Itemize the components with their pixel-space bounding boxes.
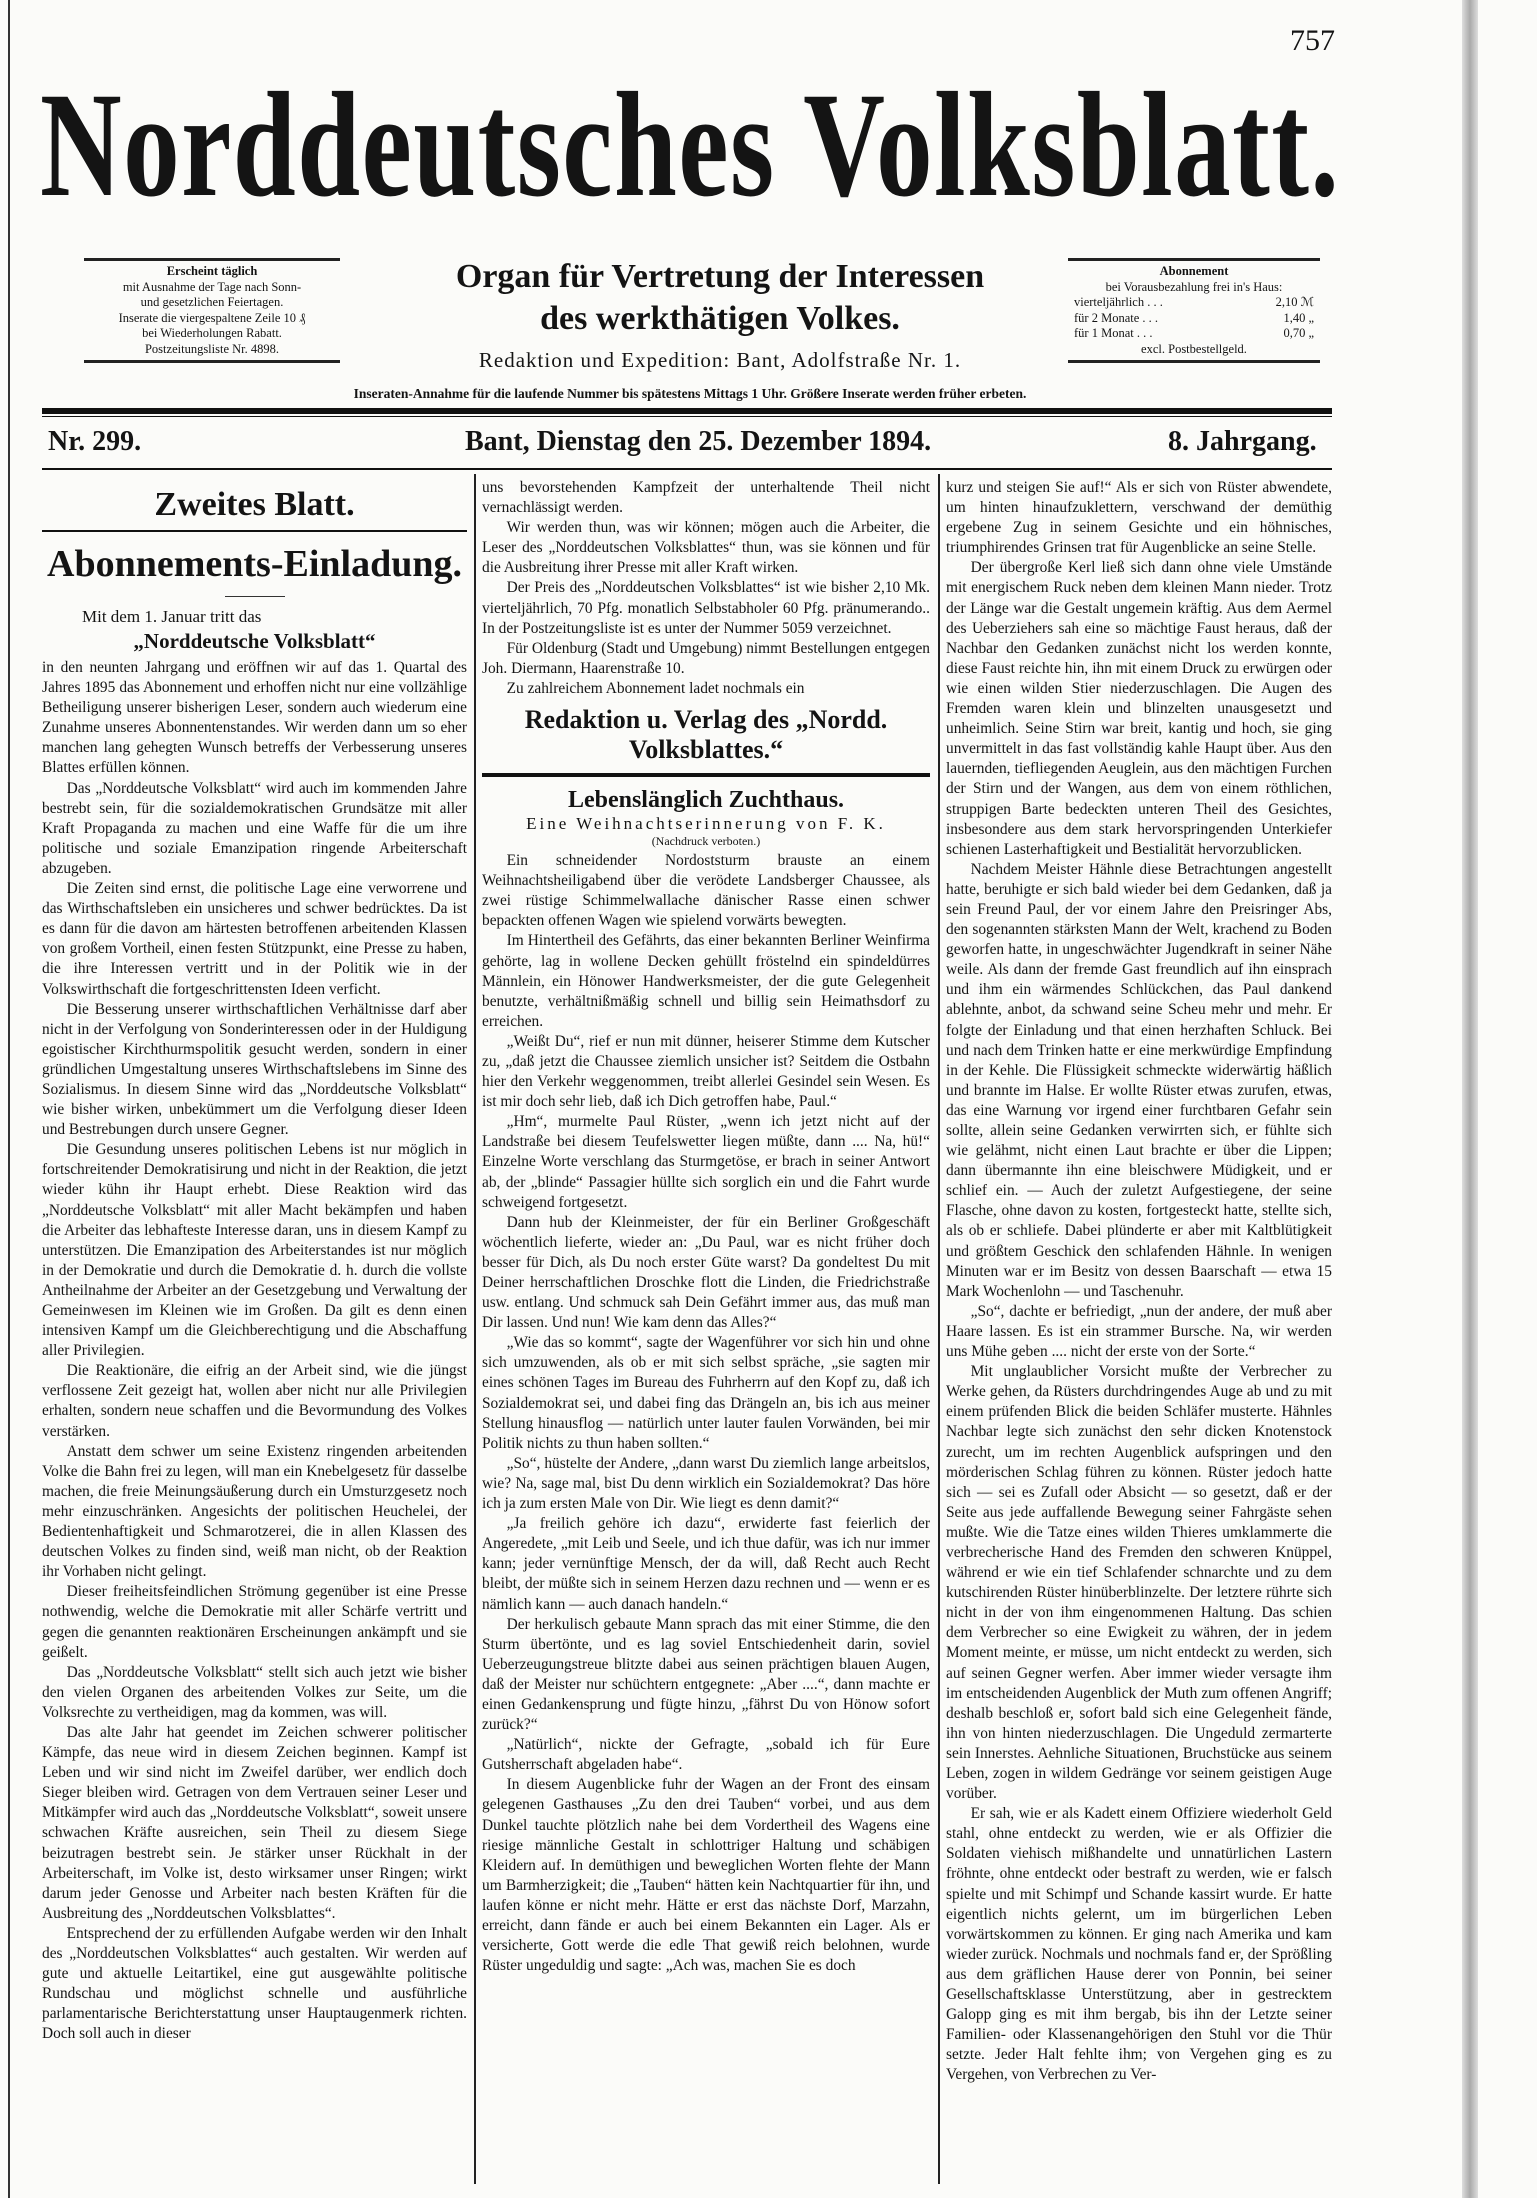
paragraph: Dann hub der Kleinmeister, der für ein Berliner Großgeschäft wöchentlich lieferte, wieder an: „Du Paul, war es nicht früher doch besser für Dich, als Du noch erster Güte warst? Da gondeltest Du mit Deiner herrschaftlichen Droschke flott die Linden, die Friedrichstraße usw. entlang. Und schmuck sah Dein Gefährt immer aus, das muß man Dir lassen. Und nun! Wie kam denn das Alles?“	[482, 1213, 930, 1332]
subscription-subtitle: bei Vorausbezahlung frei in's Haus:	[1105, 279, 1283, 294]
publication-info-box	[84, 258, 340, 363]
price-label: vierteljährlich . . .	[1074, 295, 1163, 309]
column-divider	[938, 474, 940, 2184]
story-note: (Nachdruck verboten.)	[651, 834, 761, 849]
dateline-rule	[42, 468, 1332, 470]
column-2	[482, 478, 930, 2131]
header-rule-thin	[42, 416, 1332, 417]
paper-name: „Norddeutsche Volksblatt“	[133, 629, 376, 653]
paragraph: Mit unglaublicher Vorsicht mußte der Verbrecher zu Werke gehen, da Rüsters durchdringendes Auge ab und zu mit einem prüfenden Blick die beiden Schläfer musterte. Hähnles Nachbar legte sich zunächst den sehr dicken Knotenstock zurecht, um im rechten Augenblick aufspringen und den mörderischen Schlag führen zu können. Rüster jedoch hatte sich — sei es Zufall oder Absicht — so gesetzt, daß er der Seite aus jede auffallende Bewegung seiner Fahrgäste sehen mußte. Wie die Tatze eines wilden Thieres umklammerte die verbrecherische Hand des Fremden den schweren Knüppel, während er wie ein tief Schlafender schnarchte und zu dem kutschirenden Rüster hinüberblinzelte. Der letztere rührte sich nicht in der von ihm eingenommenen Haltung. Das schien dem Verbrecher so eine Ewigkeit zu währen, der in jedem Moment meinte, er müsse, um nicht entdeckt zu werden, sich auf seinen Gegner werfen. Aber immer wieder versagte ihm im entscheidenden Augenblick der Muth zum offenen Angriff; deshalb beschloß er, sofort bald sich eine Gelegenheit fände, ihn von hinten niederzuschlagen. Die Ungeduld zermarterte sein Innerstes. Aehnliche Situationen, Bruchstücke aus seinem Leben, zogen in wildem Gedränge vor seinem geistigen Auge vorüber.	[946, 1363, 1332, 1803]
paragraph: Im Hintertheil des Gefährts, das einer bekannten Berliner Weinfirma gehörte, lag in wollene Decken gehüllt fröstelnd ein spindeldürres Männlein, ein Hönower Handwerksmeister, der die gute Gelegenheit benutzte, verhältnißmäßig schnell und billig sein Heimathsdorf zu erreichen.	[482, 932, 930, 1030]
paragraph: Anstatt dem schwer um seine Existenz ringenden arbeitenden Volke die Bahn frei zu legen, will man ein Knebelgesetz für dasselbe machen, die freie Meinungsäußerung durch ein Umsturzgesetz noch mehr einzuschränken. Angesichts der politischen Heuchelei, der Bedientenhaftigkeit und Schmarotzerei, die in allen Klassen des deutschen Volkes zu finden sind, weiß man nicht, ob der Reaktion ihr Vorhaben nicht gelingt.	[42, 1442, 467, 1581]
price-value: 0,70 „	[1283, 326, 1314, 340]
paragraph: „Natürlich“, nickte der Gefragte, „sobald ich für Eure Gutsherrschaft abgeladen habe“.	[482, 1736, 930, 1774]
subscription-box	[1068, 258, 1320, 363]
price-value: 2,10 ℳ	[1275, 295, 1314, 309]
price-row	[1068, 326, 1320, 342]
inserate-notice: Inseraten-Annahme für die laufende Nummer bis spätestens Mittags 1 Uhr. Größere Inserate werden früher erbeten.	[353, 386, 1027, 401]
info-line: Inserate die viergespaltene Zeile 10 ₰	[118, 310, 306, 325]
invitation-title: Abonnements-Einladung.	[47, 543, 462, 585]
paragraph: Der übergroße Kerl ließ sich dann ohne viele Umstände mit energischem Ruck neben dem kleinen Mann nieder. Trotz der Länge war die Gestalt ungemein kräftig. Aus dem Aermel des Ueberziehers sah eine so mächtige Faust heraus, daß der Nachbar den Gedanken zunächst nicht los werden konnte, diese Faust reichte hin, ihn mit einem Druck zu erwürgen oder wie einen wilden Stier niederzuschlagen. Die Augen des Fremden waren klein und blinzelten unausgesetzt und unheimlich. Seine Stirn war breit, kantig und hoch, sie ging unvermittelt in das fast vollständig kahle Haupt über. Aus den lauernden, tiefliegenden Aeuglein, aus den mächtigen Furchen der Stirn und der Wangen, aus dem von einem röthlichen, struppigen Barte bedeckten unteren Theil des Gesichtes, insbesondere aus dem stark hervorspringenden Unterkiefer schienen Lasterhaftigkeit und Bestialität hervorzublicken.	[946, 559, 1332, 858]
invitation-continuation	[482, 478, 930, 699]
invitation-body	[42, 658, 467, 2158]
subscription-note: excl. Postbestellgeld.	[1141, 341, 1247, 356]
paragraph: Ein schneidender Nordoststurm brauste an einem Weihnachtsheiligabend über die verödete Landsberger Chaussee, als zwei rüstige Schimmelwallache dänischer Rasse einen schwer bepackten offenen Wagen wie spielend vorwärts bewegten.	[482, 852, 930, 930]
page-number: 757	[1290, 24, 1335, 57]
price-value: 1,40 „	[1283, 310, 1314, 325]
story-title: Lebenslänglich Zuchthaus.	[567, 787, 845, 814]
paragraph: Er sah, wie er als Kadett einem Offiziere wiederholt Geld stahl, ohne entdeckt zu werden, wie er als Offizier die Soldaten viehisch mißhandelte und unnatürlichen Lastern fröhnte, ohne entdeckt oder bestraft zu werden, wie er falsch spielte und mit Schimpf und Schande kassirt wurde. Er hatte eigentlich nichts gelernt, um im bürgerlichen Leben vorwärtskommen zu können. Er ging nach Amerika und kam wieder zurück. Nochmals und nochmals fand er, der Sprößling aus dem gräflichen Hause derer von Ponnin, bei seiner Gesellschaftsklasse Unterstützung, aber in gestrecktem Galopp ging es mit ihm bergab, bis ihn der Letzte seiner Familien- oder Klassenangehörigen den Stuhl vor die Thür setzte. Jeder Halt fehlte ihm; von Vergehen ging es zu Vergehen, von Verbrechen zu Ver-	[946, 1805, 1332, 2084]
story-body-col3	[946, 478, 1332, 2178]
paragraph: Der herkulisch gebaute Mann sprach das mit einer Stimme, die den Sturm übertönte, und es lag soviel Entschiedenheit darin, soviel Ueberzeugungstreue blitzte dabei aus seinen prächtigen blauen Augen, daß der Meister nur schüchtern entgegnete: „Aber ....“, dann machte er einen Gedankensprung und fügte hinzu, „fährst Du von Hönow sofort zurück?“	[482, 1615, 930, 1734]
info-line: Postzeitungsliste Nr. 4898.	[144, 341, 280, 356]
paragraph: Das „Norddeutsche Volksblatt“ wird auch im kommenden Jahre bestrebt sein, für die sozialdemokratischen Grundsätze mit aller Kraft Propaganda zu machen und eine Waffe für die um ihre politische und soziale Emanzipation ringende Arbeiterschaft abzugeben.	[42, 779, 467, 877]
masthead: Norddeutsches Volksblatt.	[40, 62, 1341, 228]
story-body-col2	[482, 851, 930, 2131]
paragraph: „Weißt Du“, rief er nun mit dünner, heiserer Stimme dem Kutscher zu, „daß jetzt die Chaussee ziemlich unsicher ist? Seitdem die Ostbahn hier den Verkehr weggenommen, treibt allerlei Gesindel sein Wesen. Es ist mir doch sehr lieb, daß ich Dich getroffen habe, Paul.“	[482, 1032, 930, 1111]
address-line: Redaktion und Expedition: Bant, Adolfstraße Nr. 1.	[478, 348, 962, 372]
invitation-signature: Redaktion u. Verlag des „Nordd. Volksblattes.“	[524, 705, 888, 765]
price-row	[1068, 295, 1320, 311]
paragraph: „So“, dachte er befriedigt, „nun der andere, der muß aber Haare lassen. Es ist ein strammer Bursche. Na, wir werden uns Mühe geben .... nicht der erste von der Sorte.“	[946, 1302, 1332, 1361]
paragraph: Das „Norddeutsche Volksblatt“ stellt sich auch jetzt wie bisher den vielen Organen des arbeitenden Volkes zur Seite, um die Volksrechte zu vertheidigen, mag da kommen, was will.	[42, 1663, 467, 1721]
scan-border-strip	[1462, 0, 1478, 2198]
column-divider	[474, 474, 476, 2184]
column-3	[946, 478, 1332, 2178]
paragraph: Die Gesundung unseres politischen Lebens ist nur möglich in fortschreitender Demokratisirung und nicht in der Reaktion, die jetzt wieder kühn ihr Haupt erhebt. Diese Reaktion wird das „Norddeutsche Volksblatt“ mit aller Macht bekämpfen und haben die Arbeiter das lebhafteste Interesse daran, uns in diesem Kampf zu unterstützen. Die Emanzipation des Arbeiterstandes ist nur möglich in der Demokratie und durch die Demokratie d. h. durch die vollste Antheilnahme der Arbeiter an der Gesetzgebung und Verwaltung der Gemeinwesen im Kleinen wie im Großen. Da gilt es denn einen intensiven Kampf um die Gleichberechtigung und die Abschaffung aller Privilegien.	[42, 1141, 467, 1360]
paragraph: Nachdem Meister Hähnle diese Betrachtungen angestellt hatte, beruhigte er sich bald wieder bei dem Gedanken, daß ja sein Freund Paul, der vor einem Jahre den Preisringer Abs, den sogenannten stärksten Mann der Welt, krachend zu Boden geworfen hatte, in ungeschwächter Jugendkraft in seiner Nähe weile. Als dann der fremde Gast freundlich auf ihn einsprach und ihm ein wärmendes Schlückchen, das Paul dankend ablehnte, anbot, da schwand seine Scheu mehr und mehr. Er folgte der Einladung und that einen herzhaften Schluck. Bei und nach dem Trinken hatte er eine merkwürdige Empfindung in der Kehle. Die Flüssigkeit schmeckte widerwärtig häßlich und brannte im Halse. Er wollte Rüster etwas zurufen, etwas, das eine Warnung vor irgend einer furchtbaren Gefahr sein sollte, allein seine Gedanken verwirrten sich, er fühlte sich wie gelähmt, nicht einen Laut brachte er über die Lippen; dann übermannte ihn eine bleischwere Müdigkeit, und er schlief ein. — Auch der zuletzt Aufgestiegene, der seine Flasche, ohne davon zu kosten, fortgesteckt hatte, stellte sich, als ob er schliefe. Dabei plünderte er aber mit Kaltblütigkeit und größtem Geschick den schlafenden Hähnle. In wenigen Minuten war er im Besitz von dessen Baarschaft — etwa 15 Mark Wochenlohn — und Taschenuhr.	[946, 860, 1332, 1300]
paragraph: Für Oldenburg (Stadt und Umgebung) nimmt Bestellungen entgegen Joh. Diermann, Haarenstraße 10.	[482, 639, 930, 677]
masthead-container	[40, 62, 1341, 228]
story-subtitle: Eine Weihnachtserinnerung von F. K.	[526, 814, 886, 834]
paragraph: Die Zeiten sind ernst, die politische Lage eine verworrene und das Wirthschaftsleben ein unsicheres und schwer bedrücktes. Da ist es dann für die davon am härtesten betroffenen arbeitenden Klassen von großem Vortheil, einen festen Stützpunkt, eine Presse zu haben, die ihre Interessen vertritt und in der Politik wie in der Volkswirthschaft die fortgeschrittensten Ideen verficht.	[42, 880, 467, 998]
info-line: mit Ausnahme der Tage nach Sonn-	[122, 279, 302, 294]
article-rule	[482, 773, 930, 777]
paragraph: Das alte Jahr hat geendet im Zeichen schwerer politischer Kämpfe, das neue wird in diesem Zeichen beginnen. Kampf ist Leben und wir sind nicht im Zweifel darüber, wer endlich doch Sieger bleiben wird. Getragen von dem Vertrauen seiner Leser und Mitkämpfer wird auch das „Norddeutsche Volksblatt“, soweit unsere schwachen Kräfte ausreichen, sein Theil zu diesem Siege beizutragen bestrebt sein. Je stärker unser Rückhalt in der Arbeiterschaft, im Volke ist, desto wirksamer unser Ringen; wirkt darum jeder Genosse und Arbeiter nach besten Kräften für die Ausbreitung des „Norddeutschen Volksblattes“.	[42, 1723, 467, 1922]
column-1	[42, 478, 467, 2158]
volume: 8. Jahrgang.	[1168, 426, 1317, 457]
paragraph: in den neunten Jahrgang und eröffnen wir auf das 1. Quartal des Jahres 1895 das Abonnement und erhoffen nicht nur eine vollzählige Betheiligung unserer bisherigen Leser, sondern auch wiederum eine Zunahme unseres Abonnentenstandes. Wir werden dann um so eher manchen lang gehegten Wunsch betreffs der Verbesserung unseres Blattes erfüllen können.	[42, 659, 467, 777]
paragraph: In diesem Augenblicke fuhr der Wagen an der Front des einsam gelegenen Gasthauses „Zu den drei Tauben“ vorbei, und aus dem Dunkel tauchte plötzlich nahe bei dem Vordertheil des Wagens eine riesige männliche Gestalt in schlottriger Haltung und schäbigen Kleidern auf. In demüthigen und beweglichen Worten flehte der Mann um Barmherzigkeit; die „Tauben“ hätten kein Nachtquartier für ihn, und laufen könne er nicht mehr. Hätte er erst das nächste Dorf, Marzahn, erreicht, dann fände er auch bei einem Bekannten ein Lager. Als er versicherte, Gott werde die edle That gewiß reich belohnen, wurde Rüster ungeduldig und sagte: „Ach was, machen Sie es doch	[482, 1776, 930, 1975]
subtitle-line-1: Organ für Vertretung der Interessen	[455, 258, 985, 295]
price-row	[1068, 311, 1320, 327]
paragraph: Der Preis des „Norddeutschen Volksblattes“ ist wie bisher 2,10 Mk. vierteljährlich, 70 Pfg. monatlich Selbstabholer 60 Pfg. pränumerando.. In der Postzeitungsliste ist es unter der Nummer 5059 verzeichnet.	[482, 579, 930, 637]
price-label: für 1 Monat . . .	[1074, 326, 1153, 340]
paragraph: „Hm“, murmelte Paul Rüster, „wenn ich jetzt nicht auf der Landstraße bei diesem Teufelswetter liegen müßte, dann .... Na, hü!“ Einzelne Worte verschlang das Sturmgetöse, er brach in seiner Antwort ab, der „blinde“ Passagier hüllte sich sorglich ein und die Fahrt wurde schweigend fortgesetzt.	[482, 1113, 930, 1211]
paragraph: Dieser freiheitsfeindlichen Strömung gegenüber ist eine Presse nothwendig, welche die Demokratie mit aller Schärfe vertritt und gegen die genannten reaktionären Erscheinungen ankämpft und sie geißelt.	[42, 1583, 467, 1661]
info-line: bei Wiederholungen Rabatt.	[142, 326, 282, 340]
paragraph: Zu zahlreichem Abonnement ladet nochmals ein	[506, 679, 805, 697]
paragraph: uns bevorstehenden Kampfzeit der unterhaltende Theil nicht vernachlässigt werden.	[482, 479, 930, 517]
paragraph: „So“, hüstelte der Andere, „dann warst Du ziemlich lange arbeitslos, wie? Na, sage mal, bist Du denn wirklich ein Sozialdemokrat? Das höre ich ja zum ersten Male von Dir. Wie liegt es denn damit?“	[482, 1454, 930, 1513]
paragraph: „Wie das so kommt“, sagte der Wagenführer vor sich hin und ohne sich umzuwenden, als ob er mit sich selbst spräche, „sie sagten mir eines schönen Tages im Bureau des Fuhrherrn auf den Kopf zu, daß ich Sozialdemokrat sei, und dabei fing das Drängeln an, bis ich aus meiner Stellung hinausflog — natürlich unter lauter faulen Vorwänden, bei mir Politik nichts zu thun haben sollten.“	[482, 1334, 930, 1452]
info-line: Erscheint täglich	[166, 264, 258, 278]
scan-edge	[8, 0, 10, 2198]
info-line: und gesetzlichen Feiertagen.	[140, 295, 284, 309]
paragraph: Die Reaktionäre, die eifrig an der Arbeit sind, wie die jüngst verflossene Zeit gezeigt hat, wollen aber nicht nur alle Privilegien erhalten, sondern neue schaffen und die Bevormundung des Volkes verstärken.	[42, 1362, 467, 1440]
section-title: Zweites Blatt.	[154, 486, 355, 523]
paragraph: Wir werden thun, was wir können; mögen auch die Arbeiter, die Leser des „Norddeutschen Volksblattes“ thun, was sie können und für die Ausbreitung ihrer Presse mit aller Kraft wirken.	[482, 519, 930, 577]
subtitle-line-2: des werkthätigen Volkes.	[540, 300, 900, 337]
price-label: für 2 Monate . . .	[1074, 310, 1159, 325]
short-rule	[225, 596, 285, 597]
paragraph: Entsprechend der zu erfüllenden Aufgabe werden wir den Inhalt des „Norddeutschen Volksblattes“ auch gestalten. Wir werden auf gute und aktuelle Leitartikel, eine gut ausgewählte politische Rundschau und möglichst schnelle und ausführliche parlamentarische Berichterstattung unser Hauptaugenmerk richten. Doch soll auch in dieser	[42, 1924, 467, 2043]
paragraph: „Ja freilich gehöre ich dazu“, erwiderte fast feierlich der Angeredete, „mit Leib und Seele, und ich thue dafür, was ich nur immer kann; jeder vernünftige Mensch, der da will, daß Recht auch Recht bleibt, der müßte sich in seinem Herzen dazu rechnen und — wenn er es nämlich kann — auch danach handeln.“	[482, 1515, 930, 1613]
paragraph: Die Besserung unserer wirthschaftlichen Verhältnisse darf aber nicht in der Verfolgung von Sonderinteressen oder in der Huldigung egoistischer Kirchthurmspolitik gesucht werden, sondern in einer gründlichen Umgestaltung unseres Wirthschaftslebens im Sinne des Sozialismus. In diesem Sinne wird das „Norddeutsche Volksblatt“ wie bisher wirken, unbekümmert um die Verfolgung dieser Ideen und Bestrebungen durch unsere Gegner.	[42, 1000, 467, 1139]
subscription-title: Abonnement	[1159, 264, 1229, 278]
dateline: Bant, Dienstag den 25. Dezember 1894.	[465, 426, 932, 457]
invitation-lead: Mit dem 1. Januar tritt das	[82, 607, 262, 626]
issue-number: Nr. 299.	[48, 426, 142, 457]
paragraph: kurz und steigen Sie auf!“ Als er sich von Rüster abwendete, um hinten hinaufzuklettern, verschwand der demüthig ergebene Zug in seinem Gesichte und ein höhnisches, triumphirendes Grinsen trat für Augenblicke an seine Stelle.	[946, 479, 1332, 557]
header-rule	[42, 408, 1332, 414]
